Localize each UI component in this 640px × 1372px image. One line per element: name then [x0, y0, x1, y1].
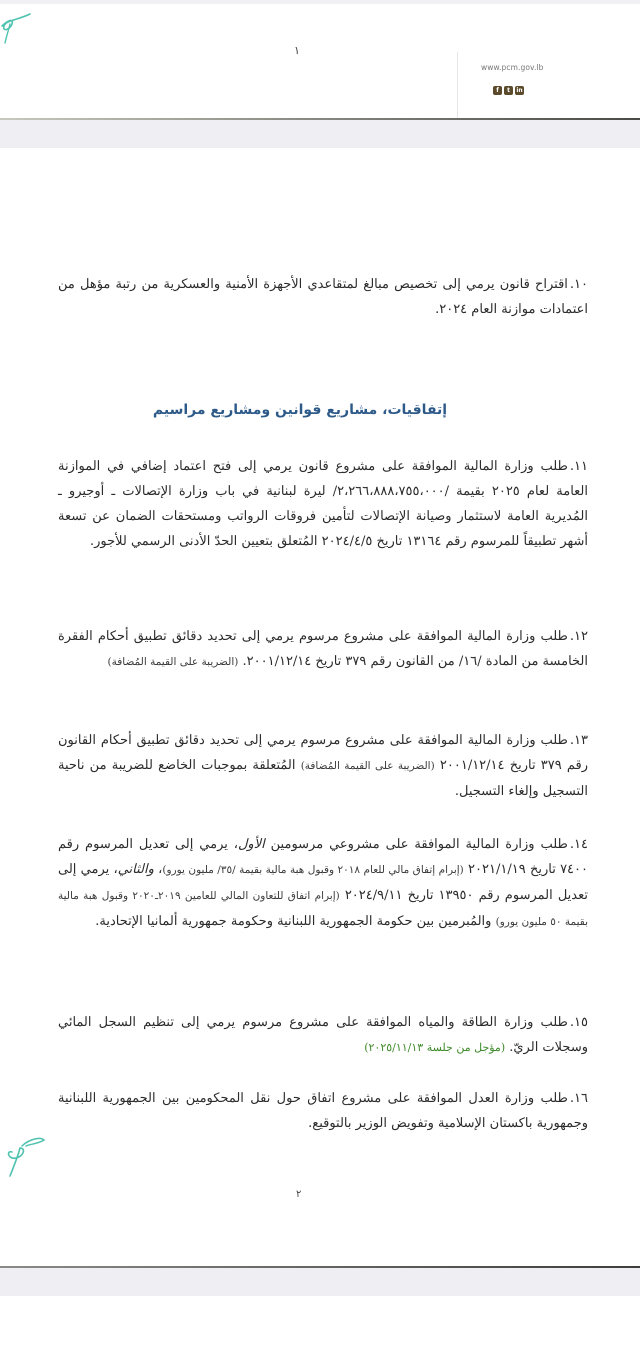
signature-initials-icon [4, 1130, 48, 1178]
item-note-first: (إبرام إتفاق مالي للعام ٢٠١٨ وقبول هبة مالية بقيمة /٣٥/ مليون يورو) [162, 864, 464, 876]
item-text: طلب وزارة العدل الموافقة على مشروع اتفاق حول نقل المحكومين بين الجمهورية اللبنانية وجمهورية باكستان الإسلامية وتفويض الوزير بالتوقيع. [58, 1091, 588, 1131]
item-text: طلب وزارة المالية الموافقة على مشروع مرسوم يرمي إلى تحديد دقائق تطبيق أحكام الفقرة الخامسة من المادة /١٦/ من القانون رقم ٣٧٩ تاريخ ٢٠٠١/١٢/١٤. [58, 629, 588, 669]
postponed-status-note: (مؤجل من جلسة ٢٠٢٥/١١/١٣) [364, 1041, 506, 1054]
section-heading: إتفاقيات، مشاريع قوانين ومشاريع مراسيم [152, 402, 448, 418]
next-page-top [0, 1296, 640, 1372]
page-number: ١ [294, 44, 300, 57]
item-number: ١١. [569, 459, 588, 474]
item-number: ١٣. [569, 733, 588, 748]
item-text: طلب وزارة المالية الموافقة على مشروع قانون يرمي إلى فتح اعتماد إضافي في الموازنة العامة لعام ٢٠٢٥ بقيمة /٢،٢٦٦،٨٨٨،٧٥٥،٠٠٠/ ليرة لبنانية في باب وزارة الإتصالات ـ أوجيرو ـ المُديرية العامة لاستثمار وصيانة الإتصالات لتأمين فروقات الرواتب ومستحقات الضمان عن تسعة أشهر تطبيقاً للمرسوم رقم ١٣١٦٤ تاريخ ٢٠٢٤/٤/٥ المُتعلق بتعيين الحدّ الأدنى الرسمي للأجور. [58, 459, 588, 549]
item-number: ١٦. [569, 1091, 588, 1106]
website-link[interactable]: www.pcm.gov.lb [481, 63, 544, 72]
separator: ، [158, 862, 163, 877]
item-text-continued: ، يرمي إلى تعديل المرسوم رقم ٧٤٠٠ تاريخ ٢٠٢١/١/١٩ [58, 837, 588, 877]
previous-page-footer [0, 0, 640, 118]
page-number: ٢ [296, 1189, 302, 1200]
agenda-item-14 [58, 832, 588, 935]
signature-initials-icon [0, 6, 40, 44]
item-text-continued: المُتعلقة بموجبات الخاضع للضريبة من ناحية التسجيل وإلغاء التسجيل. [58, 758, 588, 799]
agenda-item-12 [58, 624, 588, 675]
agenda-item-15 [58, 1010, 588, 1060]
facebook-icon[interactable]: f [493, 86, 502, 95]
first-decree-label: الأول [237, 837, 265, 852]
social-icons [493, 86, 524, 95]
item-text: طلب وزارة المالية الموافقة على مشروعي مرسومين [270, 837, 568, 852]
document-page [0, 148, 640, 1266]
item-text: اقتراح قانون يرمي إلى تخصيص مبالغ لمتقاعدي الأجهزة الأمنية والعسكرية من رتبة مؤهل من اعتمادات موازنة العام ٢٠٢٤. [58, 277, 588, 317]
item-number: ١٤. [569, 837, 588, 852]
second-decree-label: والثاني [117, 862, 154, 877]
twitter-icon[interactable]: t [504, 86, 513, 95]
agenda-item-13 [58, 728, 588, 804]
agenda-item-16 [58, 1086, 588, 1136]
item-text: طلب وزارة الطاقة والمياه الموافقة على مشروع مرسوم يرمي إلى تنظيم السجل المائي وسجلات الريّ. [58, 1015, 588, 1055]
agenda-item-11 [58, 454, 588, 554]
item-note: (الضريبة على القيمة المُضافة) [300, 760, 435, 772]
top-edge [0, 0, 640, 4]
page-separator [0, 118, 640, 148]
item-text: طلب وزارة المالية الموافقة على مشروع مرسوم يرمي إلى تحديد دقائق تطبيق أحكام القانون رقم ٣٧٩ تاريخ ٢٠٠١/١٢/١٤ [58, 733, 589, 773]
item-note-second: (إبرام اتفاق للتعاون المالي للعامين ٢٠١٩ـ٢٠٢٠ وقبول هبة مالية بقيمة ٥٠ مليون يورو) [58, 890, 588, 928]
page-separator [0, 1266, 640, 1296]
header-divider [457, 52, 458, 118]
item-number: ١٢. [569, 629, 588, 644]
linkedin-icon[interactable]: in [516, 87, 523, 94]
item-text-continued: ، يرمي إلى تعديل المرسوم رقم ١٣٩٥٠ تاريخ ٢٠٢٤/٩/١١ [58, 862, 589, 903]
item-number: ١٥. [569, 1015, 588, 1030]
item-note: (الضريبة على القيمة المُضافة) [107, 656, 239, 668]
item-text-end: والمُبرمين بين حكومة الجمهورية اللبنانية وحكومة جمهورية ألمانيا الإتحادية. [95, 914, 492, 929]
agenda-item-10 [58, 272, 588, 322]
item-number: ١٠. [569, 277, 588, 292]
